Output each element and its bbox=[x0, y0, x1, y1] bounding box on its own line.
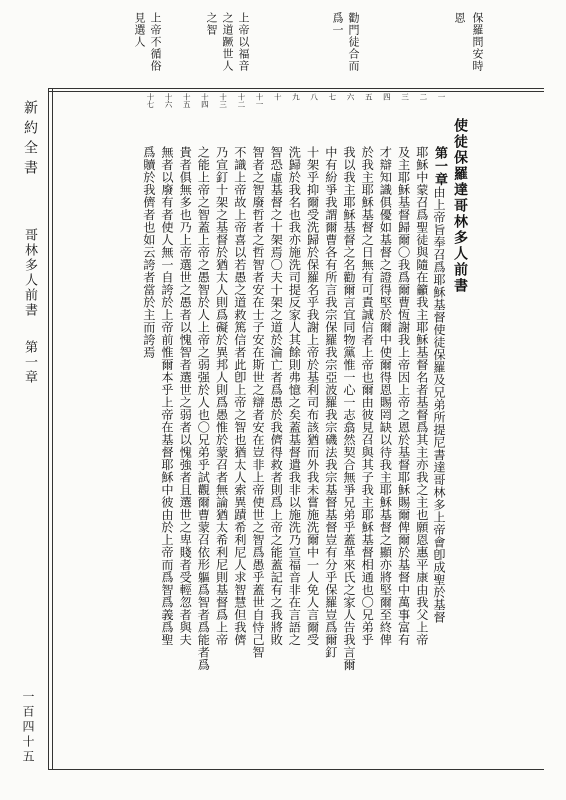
line-number: 三 bbox=[400, 93, 410, 101]
note-text: 勸門徒合而 bbox=[347, 12, 360, 72]
note-text: 爲一 bbox=[331, 12, 344, 36]
page-number: 一百四十五 bbox=[21, 690, 35, 765]
body-column: 及主耶穌基督歸爾〇我爲爾曹恆謝我上帝因上帝之恩於基督耶穌賜爾俾爾於基督中萬事富有 bbox=[396, 146, 411, 646]
sidebar-book: 哥林多人前書 bbox=[22, 228, 37, 318]
body-column: 耶穌中蒙召爲聖徒與隨在籲我主耶穌基督名者基督爲其主亦我之主也願恩惠平康由我父上帝 bbox=[414, 146, 429, 646]
note-text: 之智 bbox=[205, 12, 218, 36]
note-text: 恩 bbox=[453, 12, 466, 24]
line-number: 九 bbox=[291, 93, 301, 101]
line-number: 十一 bbox=[255, 93, 264, 108]
note-1 bbox=[471, 12, 484, 75]
body-column: 無者以廢有者使人無一自誇於上帝前惟爾本乎上帝在基督耶穌中彼由於上帝而爲智爲義爲聖 bbox=[160, 146, 174, 646]
body-column: 於我主耶穌基督之日無有可責誠信者上帝也爾由彼見召與其子我主耶穌基督相通也〇兄弟乎 bbox=[360, 146, 375, 646]
line-number: 二 bbox=[418, 93, 428, 101]
line-number: 十三 bbox=[218, 93, 228, 108]
body-column: 乃宣釘十架之基督於猶太人則爲礙於異邦人則爲愚惟於蒙召者無論猶太希利尼則基督爲上帝 bbox=[214, 146, 229, 646]
note-text: 見選人 bbox=[133, 12, 146, 48]
bottom-rule bbox=[48, 769, 544, 770]
note-8 bbox=[149, 12, 162, 75]
line-number: 十六 bbox=[164, 93, 173, 108]
note-text: 保羅問安時 bbox=[471, 12, 484, 72]
note-6 bbox=[221, 12, 234, 75]
body-column bbox=[430, 146, 448, 714]
line-number: 十五 bbox=[182, 93, 192, 108]
body-column: 不識上帝故上帝喜以若愚之道救篤信者此卽上帝之智也猶太人索異蹟希利尼人求智慧但我儕 bbox=[232, 146, 247, 646]
line-number: 十七 bbox=[145, 93, 155, 108]
body-column: 之能上帝之智蓋上帝之愚智於人上帝之弱强於人也〇兄弟乎試觀爾曹蒙召依形軀爲智者爲能者爲 bbox=[196, 146, 211, 671]
body-column: 爲贖於我儕者也如云誇者當於主而誇焉 bbox=[141, 146, 156, 359]
note-text: 上帝以福音 bbox=[237, 12, 250, 72]
sidebar-title: 新約全書 bbox=[22, 100, 38, 180]
note-2 bbox=[453, 12, 466, 27]
book-heading: 使徒保羅達哥林多人前書 bbox=[452, 118, 468, 294]
body-column: 智恐虛基督之十架焉〇夫十架之道於淪亡者爲愚於我儕得救者則爲上帝之能蓋記有之我將敗 bbox=[269, 146, 284, 646]
note-4 bbox=[331, 12, 344, 39]
body-column: 智者之智廢哲者之哲智者安在士子安在斯世之辯者安在豈非上帝使世之智爲愚乎蓋世自恃己智 bbox=[251, 146, 265, 659]
line-number: 五 bbox=[364, 93, 374, 101]
left-rule-inner bbox=[52, 88, 53, 770]
body-column: 才辯知識俱優如基督之證得堅於爾中使爾得恩賜罔缺以待我主耶穌基督之顯亦將堅爾至終俾 bbox=[378, 146, 393, 646]
note-5 bbox=[237, 12, 250, 75]
note-text: 之道蹶世人 bbox=[221, 12, 234, 72]
line-number: 十四 bbox=[200, 93, 210, 108]
body-column: 貴者俱無多也乃上帝選世之愚者以愧智者選世之弱者以愧強者且選世之卑賤者受輕忽者與夫 bbox=[178, 146, 193, 646]
body-column-text: 由上帝旨奉召爲耶穌基督使徒保羅及兄弟所提尼書達哥林多上帝會卽成聖於基督 bbox=[432, 185, 446, 624]
line-number: 四 bbox=[382, 93, 392, 101]
line-number: 十二 bbox=[236, 93, 246, 108]
top-rule-inner bbox=[48, 91, 544, 92]
chapter-label: 第一章 bbox=[432, 146, 447, 186]
note-text: 上帝不循俗 bbox=[149, 12, 162, 72]
note-3 bbox=[347, 12, 360, 75]
line-number: 七 bbox=[327, 93, 337, 101]
body-column: 十架乎抑爾受洗歸於保羅名乎我謝上帝於基利司布該猶而外我未嘗施洗爾中一人免人言爾受 bbox=[305, 146, 320, 646]
line-number: 六 bbox=[346, 93, 355, 101]
body-column: 洗歸於我名也我亦施洗司提反家人其餘則弗憶之矣蓋基督遣我非以施洗乃宣福音非在言語之 bbox=[287, 146, 302, 646]
note-9 bbox=[133, 12, 146, 51]
line-number: 八 bbox=[309, 93, 319, 101]
note-7 bbox=[205, 12, 218, 39]
left-rule bbox=[48, 88, 49, 770]
line-number: 一 bbox=[437, 93, 446, 101]
body-column: 我以我主耶穌基督之名勸爾言宜同物黨惟一心一志翕然契合無爭兄弟乎蓋革來氏之家人告我言爾 bbox=[342, 146, 356, 671]
line-number: 十 bbox=[273, 93, 283, 101]
top-rule bbox=[48, 88, 544, 89]
body-column: 中有紛爭我謂爾曹各有所言我宗保羅我宗亞波羅我宗磯法我宗基督基督豈有分乎保羅豈爲爾釘 bbox=[323, 146, 338, 659]
sidebar-chapter: 第一章 bbox=[22, 340, 37, 385]
